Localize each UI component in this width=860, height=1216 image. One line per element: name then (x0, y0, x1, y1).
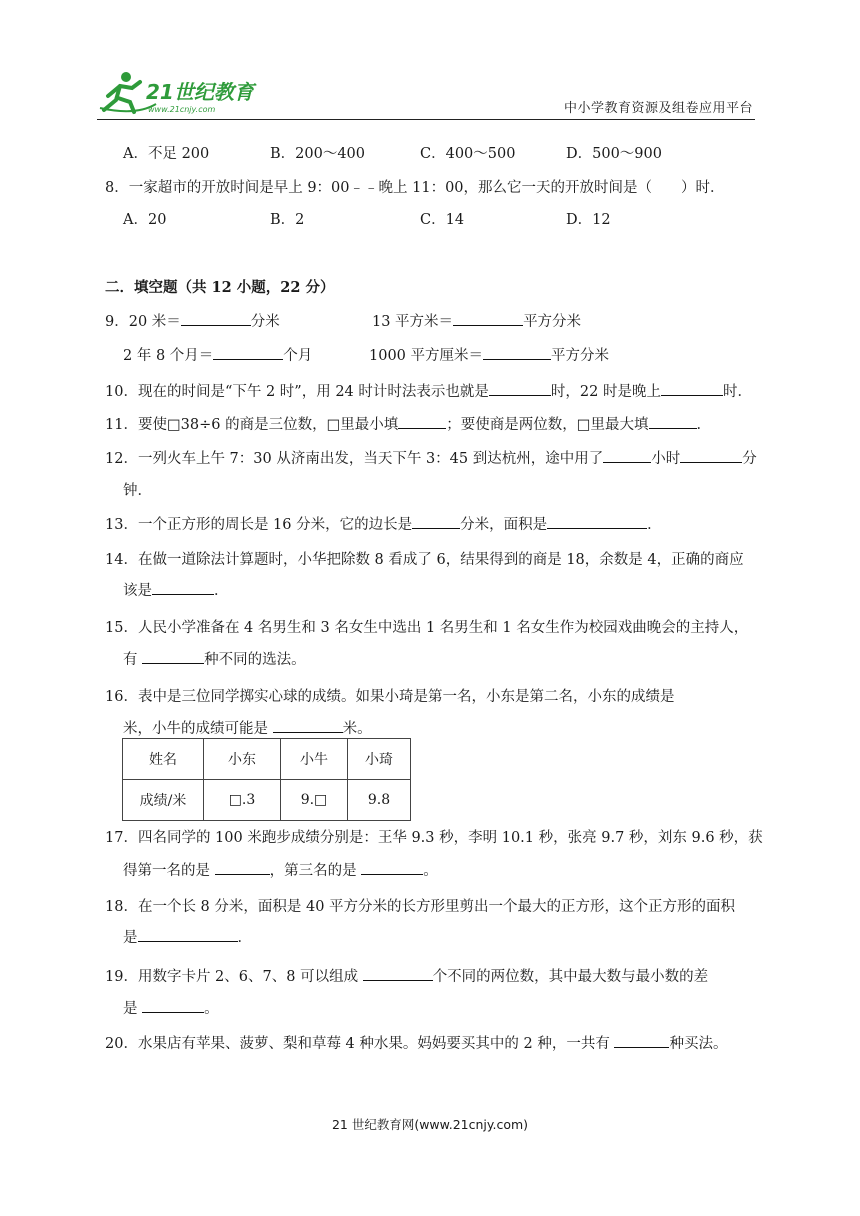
q12-question (105, 447, 757, 468)
q12-blank-1[interactable] (603, 448, 651, 463)
page-header (0, 0, 860, 122)
q9-d-text: 1000 平方厘米＝ (369, 348, 484, 364)
q19-blank-2[interactable] (142, 998, 204, 1013)
q15-blank[interactable] (142, 649, 204, 664)
q20-text-a: 20．水果店有苹果、菠萝、梨和草莓 4 种水果。妈妈要买其中的 2 种，一共有 (105, 1036, 615, 1052)
q7-options (123, 142, 683, 162)
q17-text-b: 得第一名的是 (123, 863, 215, 879)
score-table (122, 738, 411, 821)
table-header-cell: 小琦 (348, 739, 411, 780)
q8-options (123, 208, 683, 228)
q12-text-b: 小时 (651, 451, 681, 467)
q15-question: 15．人民小学准备在 4 名男生和 3 名女生中选出 1 名男生和 1 名女生作为校园戏曲晚会的主持人， (105, 620, 749, 636)
q13-text-c: ． (647, 517, 662, 533)
platform-name: 中小学教育资源及组卷应用平台 (563, 101, 753, 116)
q7-option-d: D．500～900 (566, 146, 662, 162)
q9-b-text: 13 平方米＝ (372, 314, 454, 330)
q9-part-b (372, 310, 581, 331)
q17-text-c: ，第三名的是 (269, 863, 362, 879)
q9-a-text: 9．20 米＝ (105, 314, 181, 330)
q16-question: 16．表中是三位同学掷实心球的成绩。如果小琦是第一名，小东是第二名，小东的成绩是 (105, 689, 675, 705)
q18-text-b: 是 (123, 930, 138, 946)
q13-blank-1[interactable] (412, 514, 460, 529)
q9-part-c (123, 344, 312, 365)
site-logo[interactable] (96, 68, 266, 118)
table-row (123, 739, 411, 780)
table-cell: 成绩/米 (123, 780, 204, 821)
runner-logo-icon (96, 68, 266, 118)
q11-text-a: 11．要使□38÷6 的商是三位数，□里最小填 (105, 417, 399, 433)
section-title: 二．填空题（共 12 小题，22 分） (105, 279, 335, 296)
q17-question: 17．四名同学的 100 米跑步成绩分别是：王华 9.3 秒，李明 10.1 秒，张亮 9.7 秒，刘东 9.6 秒，获 (105, 830, 763, 846)
q15-text-b: 有 (123, 652, 143, 668)
q11-blank-1[interactable] (398, 414, 446, 429)
q9-part-a (105, 310, 280, 331)
q12-blank-2[interactable] (680, 448, 742, 463)
q10-text-b: 时，22 时是晚上 (550, 384, 661, 400)
q10-question (105, 380, 752, 401)
q14-continued (123, 579, 229, 600)
q19-text-c: 是 (123, 1001, 143, 1017)
q19-text-d: 。 (204, 1001, 219, 1017)
q7-option-c: C．400～500 (420, 146, 516, 162)
q17-blank-2[interactable] (361, 860, 423, 875)
q15-text-c: 种不同的选法。 (204, 652, 306, 668)
page-footer: 21 世纪教育网(www.21cnjy.com) (331, 1117, 529, 1132)
q10-blank-1[interactable] (489, 381, 551, 396)
q19-text-b: 个不同的两位数，其中最大数与最小数的差 (432, 969, 709, 985)
q9-a-blank[interactable] (181, 311, 251, 326)
q20-blank[interactable] (614, 1033, 669, 1048)
q12-text-a: 12．一列火车上午 7：30 从济南出发，当天下午 3：45 到达杭州，途中用了 (105, 451, 604, 467)
q9-b-blank[interactable] (453, 311, 523, 326)
q7-option-b: B．200～400 (270, 146, 366, 162)
table-cell: □.3 (204, 780, 281, 821)
q19-blank-1[interactable] (363, 966, 433, 981)
q12-text-c: 分 (742, 451, 757, 467)
q14-blank[interactable] (152, 580, 214, 595)
q9-part-d (369, 344, 609, 365)
table-row (123, 780, 411, 821)
q19-text-a: 19．用数字卡片 2、6、7、8 可以组成 (105, 969, 363, 985)
q17-continued (123, 859, 438, 880)
q10-blank-2[interactable] (661, 381, 723, 396)
q18-question: 18．在一个长 8 分米，面积是 40 平方分米的长方形里剪出一个最大的正方形，这个正方形的面积 (105, 899, 736, 915)
q10-text-a: 10．现在的时间是“下午 2 时”，用 24 时计时法表示也就是 (105, 384, 489, 400)
q8-option-a: A．20 (123, 212, 167, 228)
q13-text-a: 13．一个正方形的周长是 16 分米，它的边长是 (105, 517, 413, 533)
q16-text-c: 米。 (342, 721, 372, 737)
q16-continued (123, 717, 372, 738)
q18-continued (123, 926, 252, 947)
q19-question (105, 965, 708, 986)
q18-blank[interactable] (138, 927, 238, 942)
q8-question: 8．一家超市的开放时间是早上 9：00﹣﹣晚上 11：00，那么它一天的开放时间是（ ）时． (105, 180, 725, 196)
q14-text-b: 该是 (123, 583, 152, 599)
q9-c-unit: 个月 (283, 348, 313, 364)
table-header-cell: 小东 (204, 739, 281, 780)
q13-text-b: 分米，面积是 (460, 517, 548, 533)
q10-text-c: 时． (722, 384, 752, 400)
q9-a-unit: 分米 (250, 314, 280, 330)
q13-blank-2[interactable] (547, 514, 647, 529)
q20-question (105, 1032, 727, 1053)
q11-text-c: ． (696, 417, 711, 433)
q9-d-unit: 平方分米 (551, 348, 610, 364)
table-header-cell: 姓名 (123, 739, 204, 780)
q13-question (105, 513, 662, 534)
logo-text: 21世纪教育 (146, 80, 254, 104)
q7-option-a: A．不足 200 (123, 146, 210, 162)
q16-blank[interactable] (273, 718, 343, 733)
q15-continued (123, 648, 306, 669)
q16-text-b: 米，小牛的成绩可能是 (123, 721, 273, 737)
q17-text-d: 。 (423, 863, 438, 879)
q14-text-c: ． (214, 583, 229, 599)
q14-question: 14．在做一道除法计算题时，小华把除数 8 看成了 6，结果得到的商是 18，余数是 4，正确的商应 (105, 552, 744, 568)
logo-url: www.21cnjy.com (148, 105, 216, 114)
q11-text-b: ；要使商是两位数，□里最大填 (446, 417, 649, 433)
table-cell: 9.8 (348, 780, 411, 821)
q8-option-d: D．12 (566, 212, 611, 228)
table-header-cell: 小牛 (281, 739, 348, 780)
q17-blank-1[interactable] (215, 860, 270, 875)
q12-continued: 钟． (123, 483, 152, 499)
q9-d-blank[interactable] (483, 345, 551, 360)
q8-option-b: B．2 (270, 212, 305, 228)
q9-b-unit: 平方分米 (523, 314, 582, 330)
q19-continued (123, 997, 219, 1018)
q9-c-text: 2 年 8 个月＝ (123, 348, 214, 364)
table-cell: 9.□ (281, 780, 348, 821)
q11-blank-2[interactable] (649, 414, 697, 429)
header-divider (97, 119, 755, 120)
q11-question (105, 413, 711, 434)
q20-text-b: 种买法。 (669, 1036, 728, 1052)
q9-c-blank[interactable] (213, 345, 283, 360)
q18-text-c: ． (237, 930, 252, 946)
q8-option-c: C．14 (420, 212, 465, 228)
